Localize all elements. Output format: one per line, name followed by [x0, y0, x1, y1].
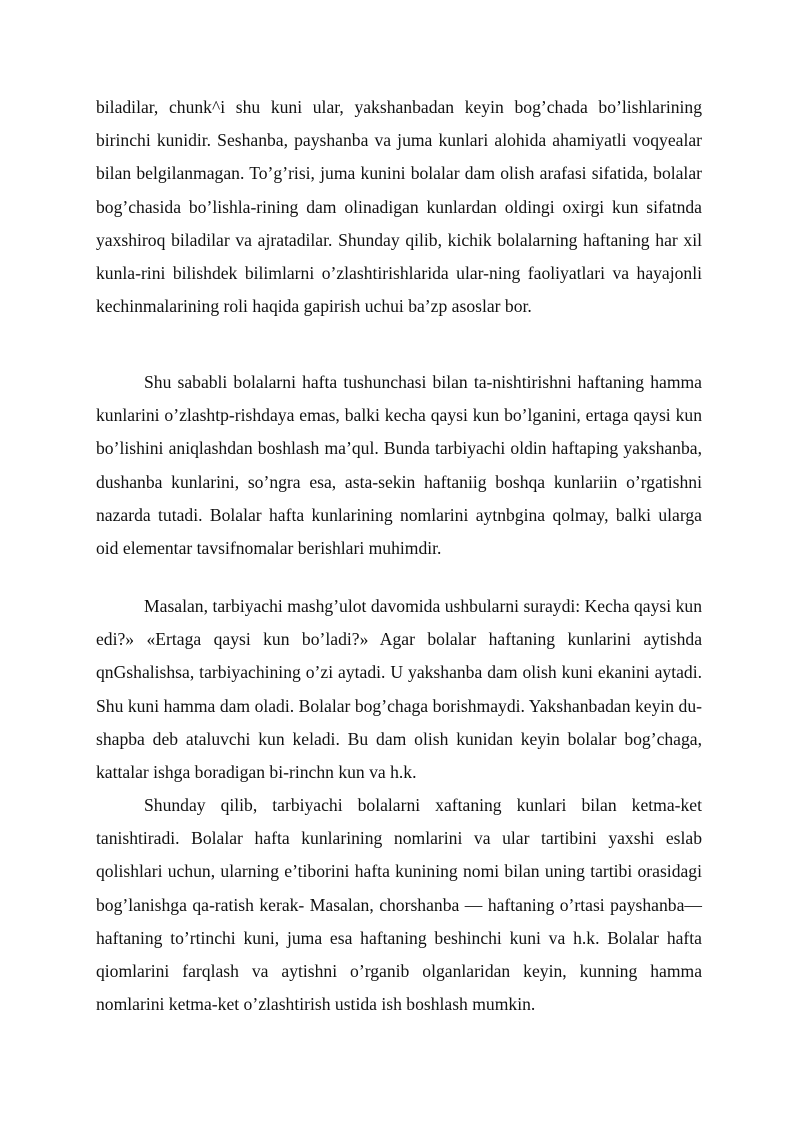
paragraph-4: Shunday qilib, tarbiyachi bolalarni xaftaning kunlari bilan ketma-ket tanishtiradi. Bolalar hafta kunlarining nomlarini va ular tartibini yaxshi eslab qolishlari uchun, ularning e’tiborini hafta kunining nomi bilan uning tartibi orasidagi bog’lanishga qa-ratish kerak- Masalan, chorshanba — haftaning o’rtasi payshanba—haftaning to’rtinchi kuni, juma esa haftaning beshinchi kuni va h.k. Bolalar hafta qiomlarini farqlash va aytishni o’rganib olganlaridan keyin, kunning hamma nomlarini ketma-ket o’zlashtirish ustida ish boshlash mumkin.: [96, 795, 702, 1015]
paragraph-2: Shu sababli bolalarni hafta tushunchasi bilan ta-nishtirishni haftaning hamma kunlarini o’zlashtp-rishdaya emas, balki kecha qaysi kun bo’lganini, ertaga qaysi kun bo’lishini aniqlashdan boshlash ma’qul. Bunda tarbiyachi oldin haftaping yakshanba, dushanba kunlarini, so’ngra esa, asta-sekin haftaniig boshqa kunlariin o’rgatishni nazarda tutadi. Bolalar hafta kunlarining nomlarini aytnbgina qolmay, balki ularga oid elementar tavsifnomalar berishlari muhimdir.: [96, 372, 702, 559]
paragraph-1: biladilar, chunk^i shu kuni ular, yakshanbadan keyin bog’chada bo’lishlarining birinchi kunidir. Seshanba, payshanba va juma kunlari alohida ahamiyatli voqyealar bilan belgilanmagan. To’g’risi, juma kunini bolalar dam olish arafasi sifatida, bolalar bog’chasida bo’lishla-rining dam olinadigan kunlardan oldingi oxirgi kun sifatnda yaxshiroq biladilar va ajratadilar. Shunday qilib, kichik bolalarning haftaning har xil kunla-rini bilishdek bilimlarni o’zlashtirishlarida ular-ning faoliyatlari va hayajonli kechinmalarining roli haqida gapirish uchui ba’zp asoslar bor.: [96, 97, 702, 317]
paragraph-3: Masalan, tarbiyachi mashg’ulot davomida ushbularni suraydi: Kecha qaysi kun edi?» «Ertaga qaysi kun bo’ladi?» Agar bolalar haftaning kunlarini aytishda qnGshalishsa, tarbiyachining o’zi aytadi. U yakshanba dam olish kuni ekanini aytadi. Shu kuni hamma dam oladi. Bolalar bog’chaga borishmaydi. Yakshanbadan keyin du-shapba deb ataluvchi kun keladi. Bu dam olish kunidan keyin bolalar bog’chaga, kattalar ishga boradigan bi-rinchn kun va h.k.: [96, 596, 702, 783]
